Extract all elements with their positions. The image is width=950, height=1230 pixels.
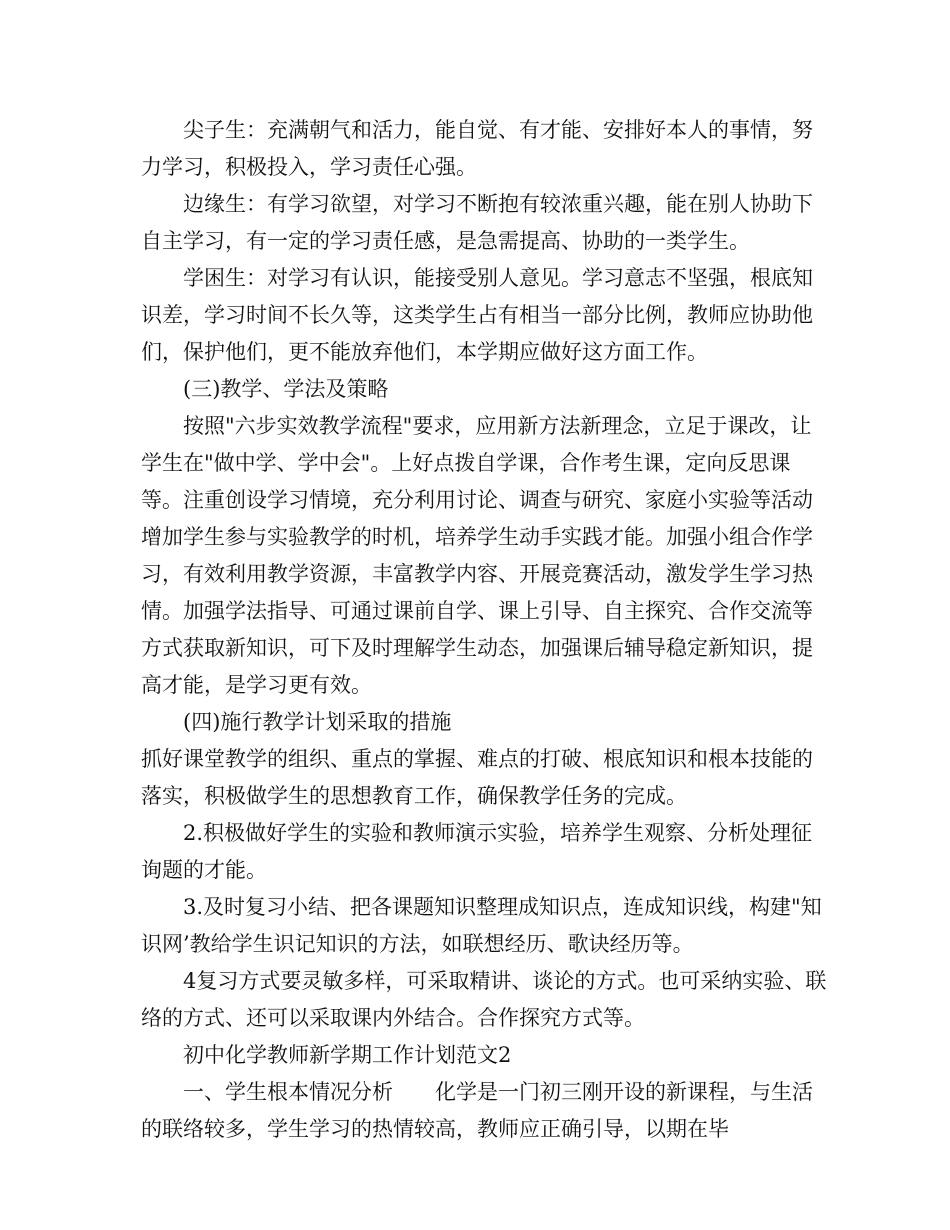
paragraph-measure-1: 抓好课堂教学的组织、重点的掌握、难点的打破、根底知识和根本技能的落实，积极做学生的思想教育工作，确保教学任务的完成。	[141, 747, 813, 808]
section-heading-measures: (四)施行教学计划采取的措施	[183, 710, 452, 734]
paragraph-student-analysis: 一、学生根本情况分析 化学是一门初三刚开设的新课程，与生活的联络较多，学生学习的热情较高，教师应正确引导，以期在毕	[141, 1080, 813, 1141]
document-body	[141, 112, 831, 1148]
paragraph-marginal-students: 边缘生：有学习欲望，对学习不断抱有较浓重兴趣，能在别人协助下自主学习，有一定的学习责任感，是急需提高、协助的一类学生。	[141, 192, 813, 253]
paragraph-top-students: 尖子生：充满朝气和活力，能自觉、有才能、安排好本人的事情，努力学习，积极投入，学习责任心强。	[141, 118, 813, 179]
paragraph-measure-2: 2.积极做好学生的实验和教师演示实验，培养学生观察、分析处理征询题的才能。	[141, 821, 813, 882]
paragraph-measure-3: 3.及时复习小结、把各课题知识整理成知识点，连成知识线，构建"知识网’教给学生识记知识的方法，如联想经历、歌诀经历等。	[141, 895, 822, 956]
paragraph-teaching-methods: 按照"六步实效教学流程"要求，应用新方法新理念，立足于课改，让学生在"做中学、学中会"。上好点拨自学课，合作考生课，定向反思课等。注重创设学习情境，充分利用讨论、调查与研究、家庭小实验等活动增加学生参与实验教学的时机，培养学生动手实践才能。加强小组合作学习，有效利用教学资源，丰富教学内容、开展竞赛活动，激发学生学习热情。加强学法指导、可通过课前自学、课上引导、自主探究、合作交流等方式获取新知识，可下及时理解学生动态，加强课后辅导稳定新知识，提高才能，是学习更有效。	[141, 414, 813, 697]
document-subtitle: 初中化学教师新学期工作计划范文2	[183, 1043, 512, 1067]
section-heading-teaching-methods: (三)教学、学法及策略	[183, 377, 389, 401]
paragraph-struggling-students: 学困生：对学习有认识，能接受别人意见。学习意志不坚强，根底知识差，学习时间不长久等，这类学生占有相当一部分比例，教师应协助他们，保护他们，更不能放弃他们，本学期应做好这方面工作。	[141, 266, 813, 364]
paragraph-measure-4: 4复习方式要灵敏多样，可采取精讲、谈论的方式。也可采纳实验、联络的方式、还可以采取课内外结合。合作探究方式等。	[141, 969, 827, 1030]
